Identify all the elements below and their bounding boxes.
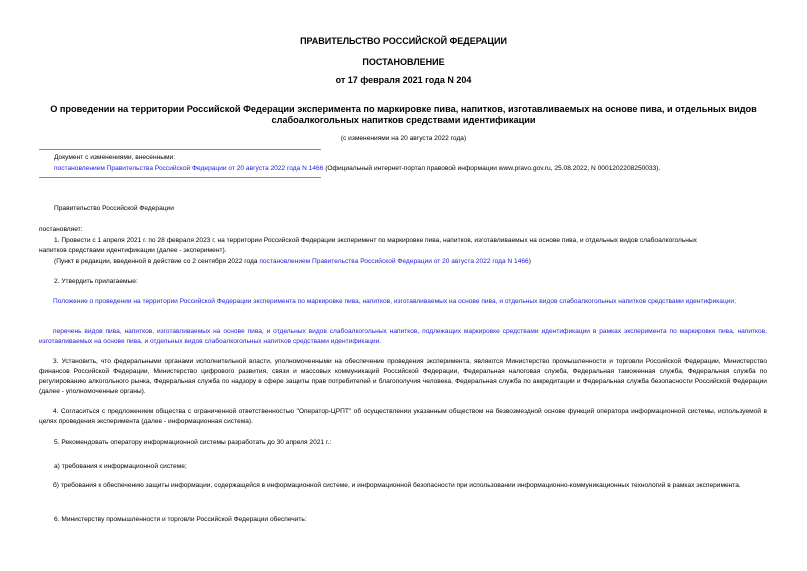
changes-note: (с изменениями на 20 августа 2022 года) <box>340 135 467 142</box>
p2-item-regulation-link[interactable]: Положение о проведении на территории Российской Федерации эксперимента по маркировке пива, напитков, изготавливаемых на основе пива, и отдельных видов слабоалкогольных напитков средствами идентификации; <box>53 298 736 305</box>
document-date-number: от 17 февраля 2021 года N 204 <box>335 75 472 85</box>
government-heading: ПРАВИТЕЛЬСТВО РОССИЙСКОЙ ФЕДЕРАЦИИ <box>300 36 507 46</box>
p1-note-prefix: (Пункт в редакции, введенной в действие со 2 сентября 2022 года <box>54 258 260 265</box>
p4: 4. Согласиться с предложением общества с ограниченной ответственностью "Оператор-ЦРПТ" об осуществлении указанным обществом на безвозмездной основе функций оператора информационной системы, используемой в целях проведения эксперимента (далее - информационная система). <box>39 408 767 425</box>
p1-line-2: напитков средствами идентификации (далее - эксперимент). <box>39 247 227 254</box>
p5b: б) требования к обеспечению защиты информации, содержащейся в информационной системе, и информационной безопасности при использовании информационно-коммуникационных технологий в рамках эксперимента. <box>53 482 741 489</box>
document-title-line-1: О проведении на территории Российской Федерации эксперимента по маркировке пива, напитков, изготавливаемых на основе пива, и отдельных видов <box>50 104 757 114</box>
amendment-link[interactable]: постановлением Правительства Российской Федерации от 20 августа 2022 года N 1466 <box>54 165 324 172</box>
p3: 3. Установить, что федеральными органами исполнительной власти, уполномоченными на обеспечение проведения эксперимента, являются Министерство промышленности и торговли Российской Федерации, Министерство финансов Российской Федерации, Министерство цифрового развития, связи и массовых коммуникаций Российской Федерации, Федеральная налоговая служба, Федеральная таможенная служба, Федеральная служба по регулированию алкогольного рынка, Федеральная служба по надзору в сфере защиты прав потребителей и благополучия человека, Федеральная служба по аккредитации и Федеральная служба безопасности Российской Федерации (далее - уполномоченные органы). <box>39 358 767 395</box>
amendments-line <box>54 164 660 173</box>
issuer: Правительство Российской Федерации <box>54 205 174 212</box>
p1-line-1: 1. Провести с 1 апреля 2021 г. по 28 февраля 2023 г. на территории Российской Федерации эксперимент по маркировке пива, напитков, изготавливаемых на основе пива, и отдельных видов слабоалкогольных <box>54 237 697 244</box>
resolves: постановляет: <box>39 226 83 233</box>
document-type: ПОСТАНОВЛЕНИЕ <box>362 57 445 67</box>
p1-note-suffix: ) <box>528 258 531 265</box>
p5: 5. Рекомендовать оператору информационной системы разработать до 30 апреля 2021 г.: <box>54 439 332 446</box>
document-title-line-2: слабоалкогольных напитков средствами идентификации <box>271 115 536 125</box>
p1-note <box>54 257 531 266</box>
p2: 2. Утвердить прилагаемые: <box>54 278 138 285</box>
divider-top <box>39 149 321 150</box>
divider-bottom <box>39 177 321 178</box>
p5a: а) требования к информационной системе; <box>54 463 187 470</box>
amendments-intro: Документ с изменениями, внесенными: <box>54 154 176 161</box>
amendment-source: (Официальный интернет-портал правовой информации www.pravo.gov.ru, 25.08.2022, N 0001202208250033). <box>323 165 661 172</box>
p2-item-list-link[interactable]: перечень видов пива, напитков, изготавливаемых на основе пива, и отдельных видов слабоалкогольных напитков, подлежащих маркировке средствами идентификации в рамках эксперимента по маркировке пива, напитков, изготавливаемых на основе пива, и отдельных видов слабоалкогольных напитков средствами идентификации. <box>39 328 767 345</box>
p6: 6. Министерству промышленности и торговли Российской Федерации обеспечить: <box>54 516 307 523</box>
p1-note-link[interactable]: постановлением Правительства Российской Федерации от 20 августа 2022 года N 1466 <box>259 258 529 265</box>
